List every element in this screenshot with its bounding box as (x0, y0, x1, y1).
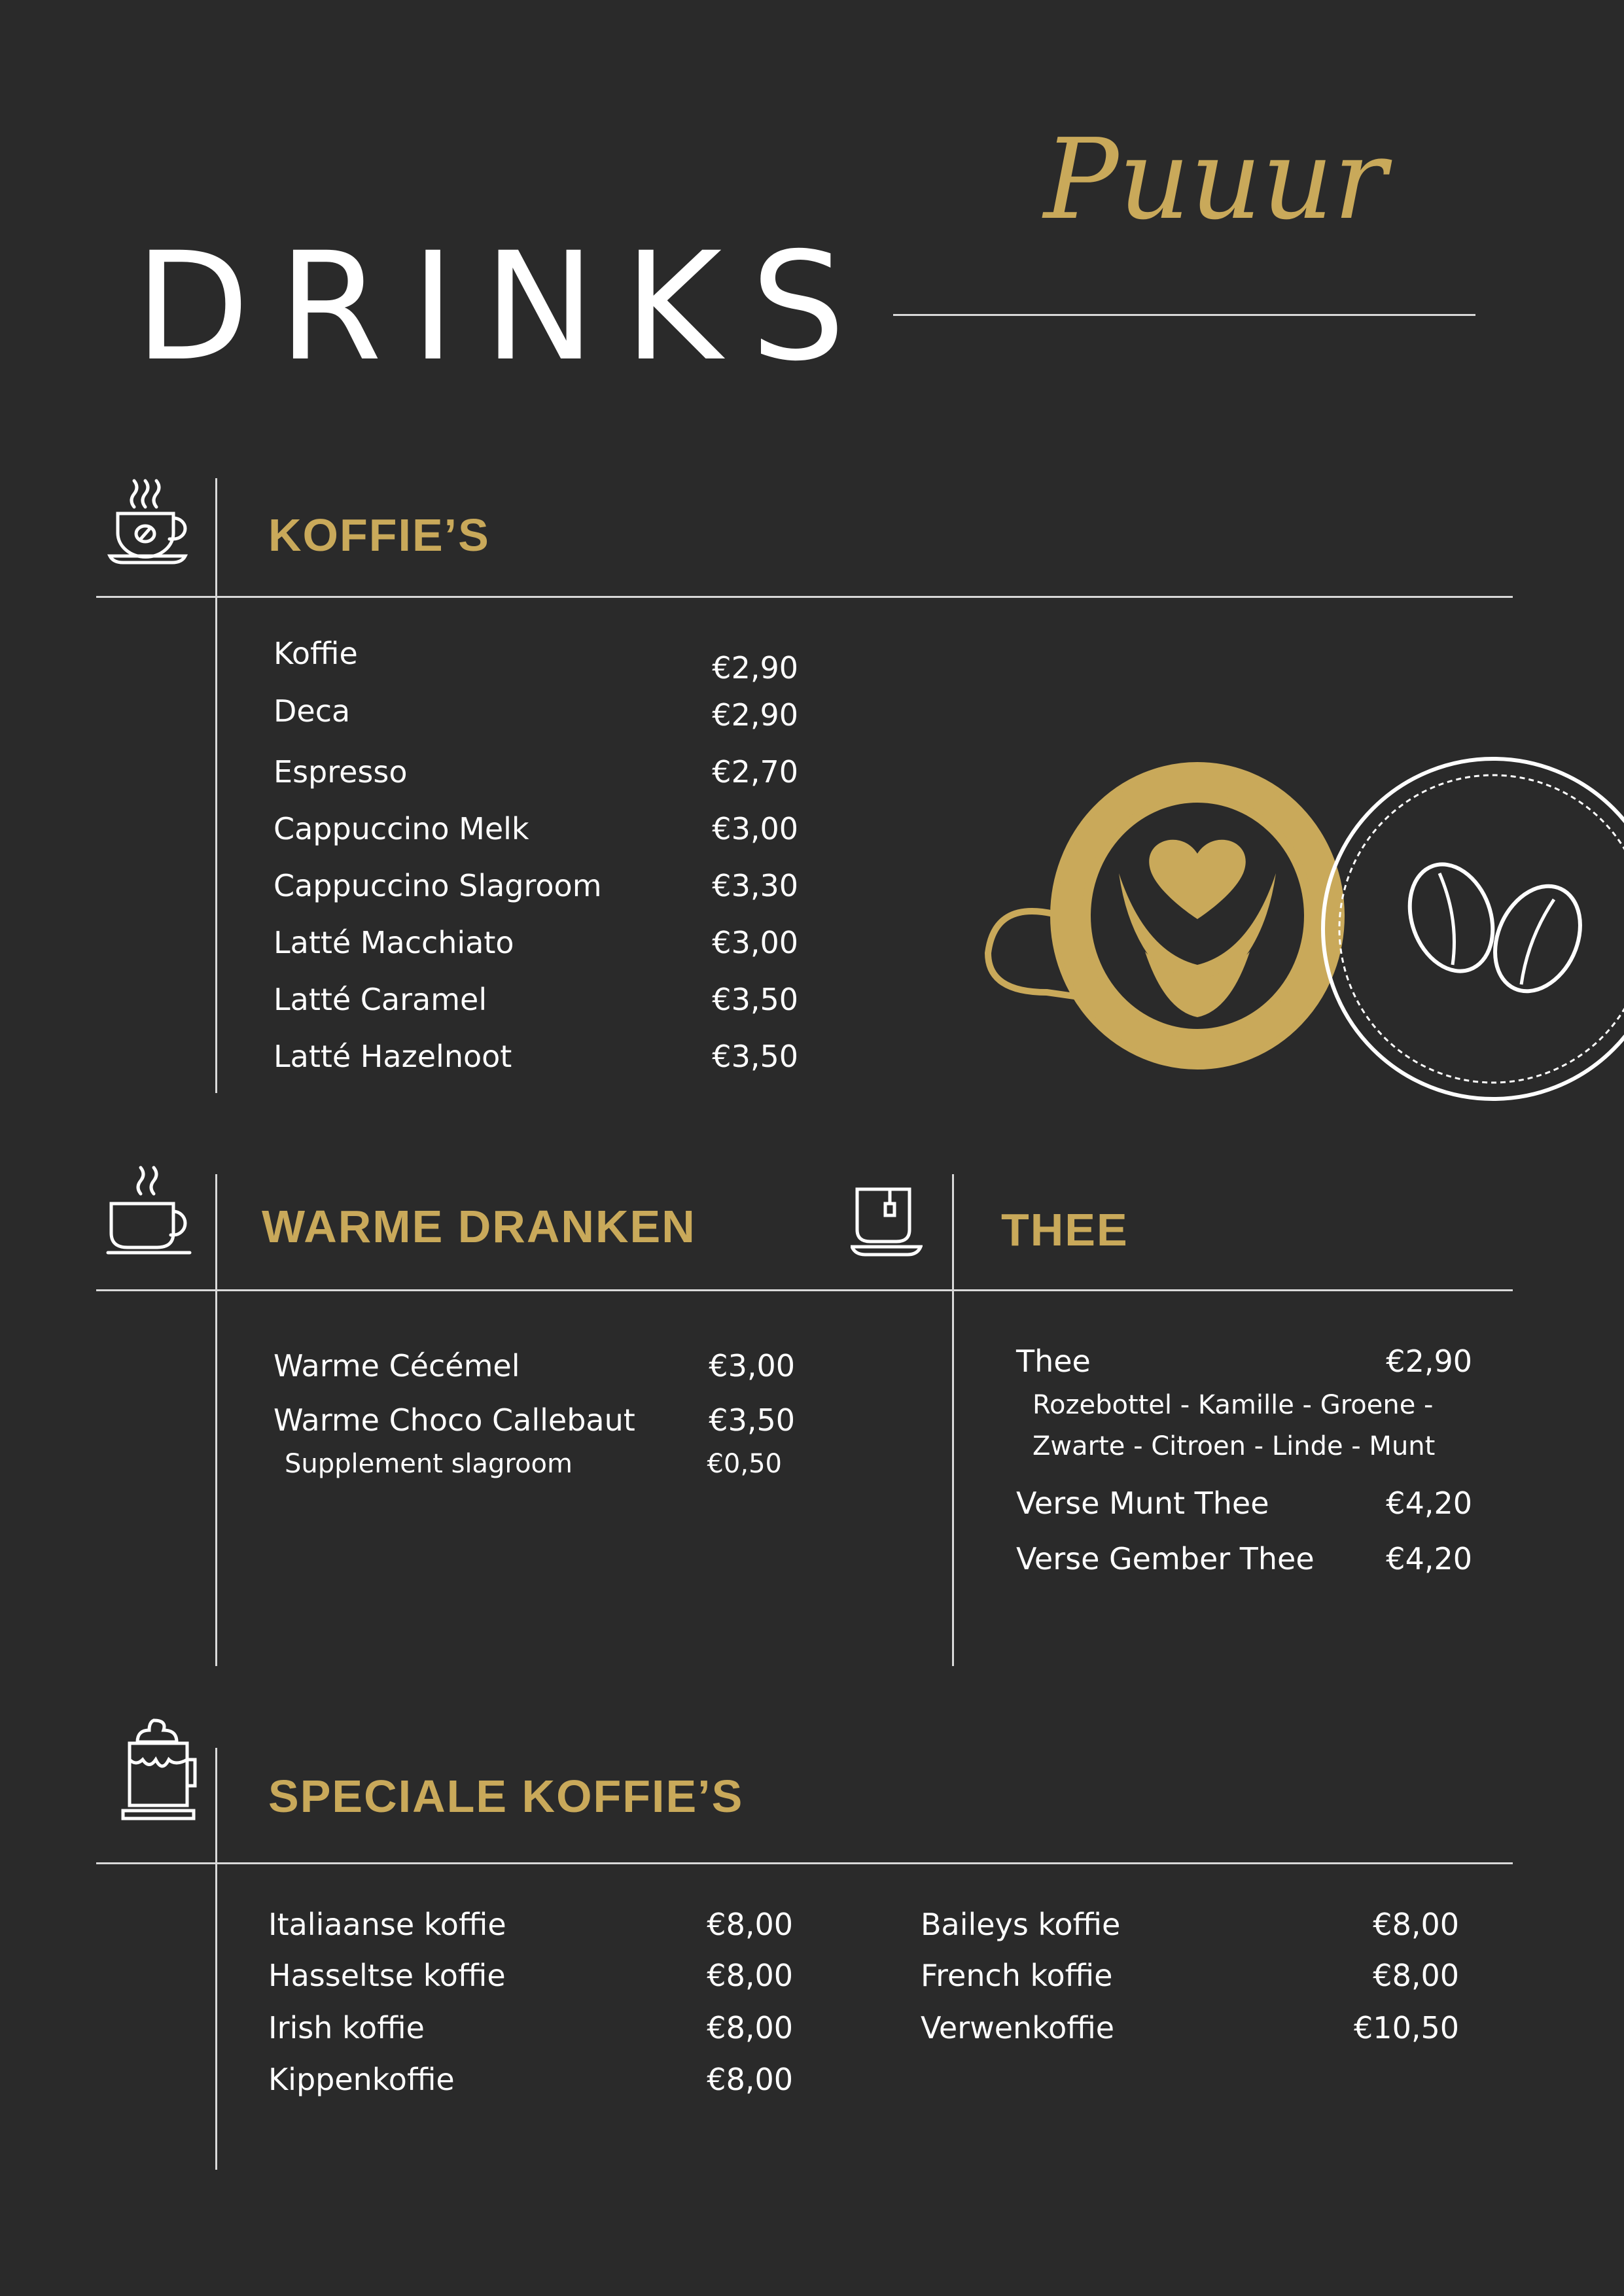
menu-price: €4,20 (1386, 1486, 1472, 1521)
menu-item: Warme Choco Callebaut (274, 1402, 635, 1438)
menu-price: €8,00 (707, 2062, 793, 2097)
menu-item: Irish koffie (268, 2010, 425, 2045)
menu-price: €3,00 (709, 1348, 795, 1383)
warme-vertical-line (215, 1174, 217, 1666)
section-title-speciale-koffies: SPECIALE KOFFIE’S (268, 1771, 744, 1822)
koffies-vertical-line (215, 478, 217, 1093)
menu-price: €3,50 (709, 1402, 795, 1438)
menu-item: Koffie (274, 636, 358, 671)
menu-item: Baileys koffie (921, 1907, 1121, 1942)
latte-art-illustration (955, 742, 1624, 1109)
supplement-price: €0,50 (707, 1449, 782, 1479)
menu-title: DRINKS (135, 220, 875, 394)
menu-price: €4,20 (1386, 1541, 1472, 1576)
tea-varieties-line-1: Rozebottel - Kamille - Groene - (1033, 1390, 1434, 1420)
menu-item: Espresso (274, 754, 408, 790)
section-title-warme-dranken: WARME DRANKEN (262, 1201, 696, 1252)
menu-price: €2,90 (1386, 1344, 1472, 1379)
koffies-divider (96, 596, 1513, 598)
coffee-cup-icon (105, 471, 196, 569)
thee-vertical-line (952, 1174, 954, 1666)
menu-item: Verwenkoffie (921, 2010, 1115, 2045)
menu-item: Warme Cécémel (274, 1348, 520, 1383)
menu-price: €3,50 (712, 982, 798, 1017)
tea-cup-icon (851, 1184, 923, 1259)
warme-divider (96, 1289, 1513, 1291)
menu-item: Cappuccino Slagroom (274, 868, 602, 903)
menu-price: €8,00 (707, 1958, 793, 1993)
menu-item: Hasseltse koffie (268, 1958, 506, 1993)
menu-price: €8,00 (707, 1907, 793, 1942)
menu-item: Latté Hazelnoot (274, 1039, 512, 1074)
menu-item: Italiaanse koffie (268, 1907, 506, 1942)
menu-item: Latté Macchiato (274, 925, 514, 960)
menu-item: Verse Munt Thee (1016, 1486, 1269, 1521)
section-title-koffies: KOFFIE’S (268, 510, 490, 561)
supplement-item: Supplement slagroom (285, 1449, 573, 1479)
speciale-divider (96, 1862, 1513, 1864)
speciale-vertical-line (215, 1748, 217, 2170)
menu-item: Thee (1016, 1344, 1091, 1379)
menu-price: €2,70 (712, 754, 798, 790)
menu-item: Latté Caramel (274, 982, 487, 1017)
menu-price: €8,00 (1373, 1907, 1459, 1942)
menu-price: €2,90 (712, 650, 798, 686)
menu-price: €8,00 (707, 2010, 793, 2045)
tea-varieties-line-2: Zwarte - Citroen - Linde - Munt (1033, 1431, 1436, 1461)
header-divider (893, 314, 1475, 316)
menu-price: €3,00 (712, 811, 798, 846)
menu-item: Cappuccino Melk (274, 811, 529, 846)
specialty-coffee-icon (118, 1714, 203, 1828)
menu-item: Kippenkoffie (268, 2062, 455, 2097)
menu-price: €10,50 (1354, 2010, 1459, 2045)
brand-logo: Puuur (1044, 115, 1387, 245)
menu-item: Deca (274, 693, 351, 729)
section-title-thee: THEE (1001, 1204, 1129, 1255)
menu-price: €8,00 (1373, 1958, 1459, 1993)
menu-price: €2,90 (712, 697, 798, 733)
menu-price: €3,30 (712, 868, 798, 903)
menu-price: €3,50 (712, 1039, 798, 1074)
menu-item: Verse Gember Thee (1016, 1541, 1315, 1576)
hot-drink-icon (105, 1164, 196, 1256)
menu-item: French koffie (921, 1958, 1113, 1993)
menu-price: €3,00 (712, 925, 798, 960)
